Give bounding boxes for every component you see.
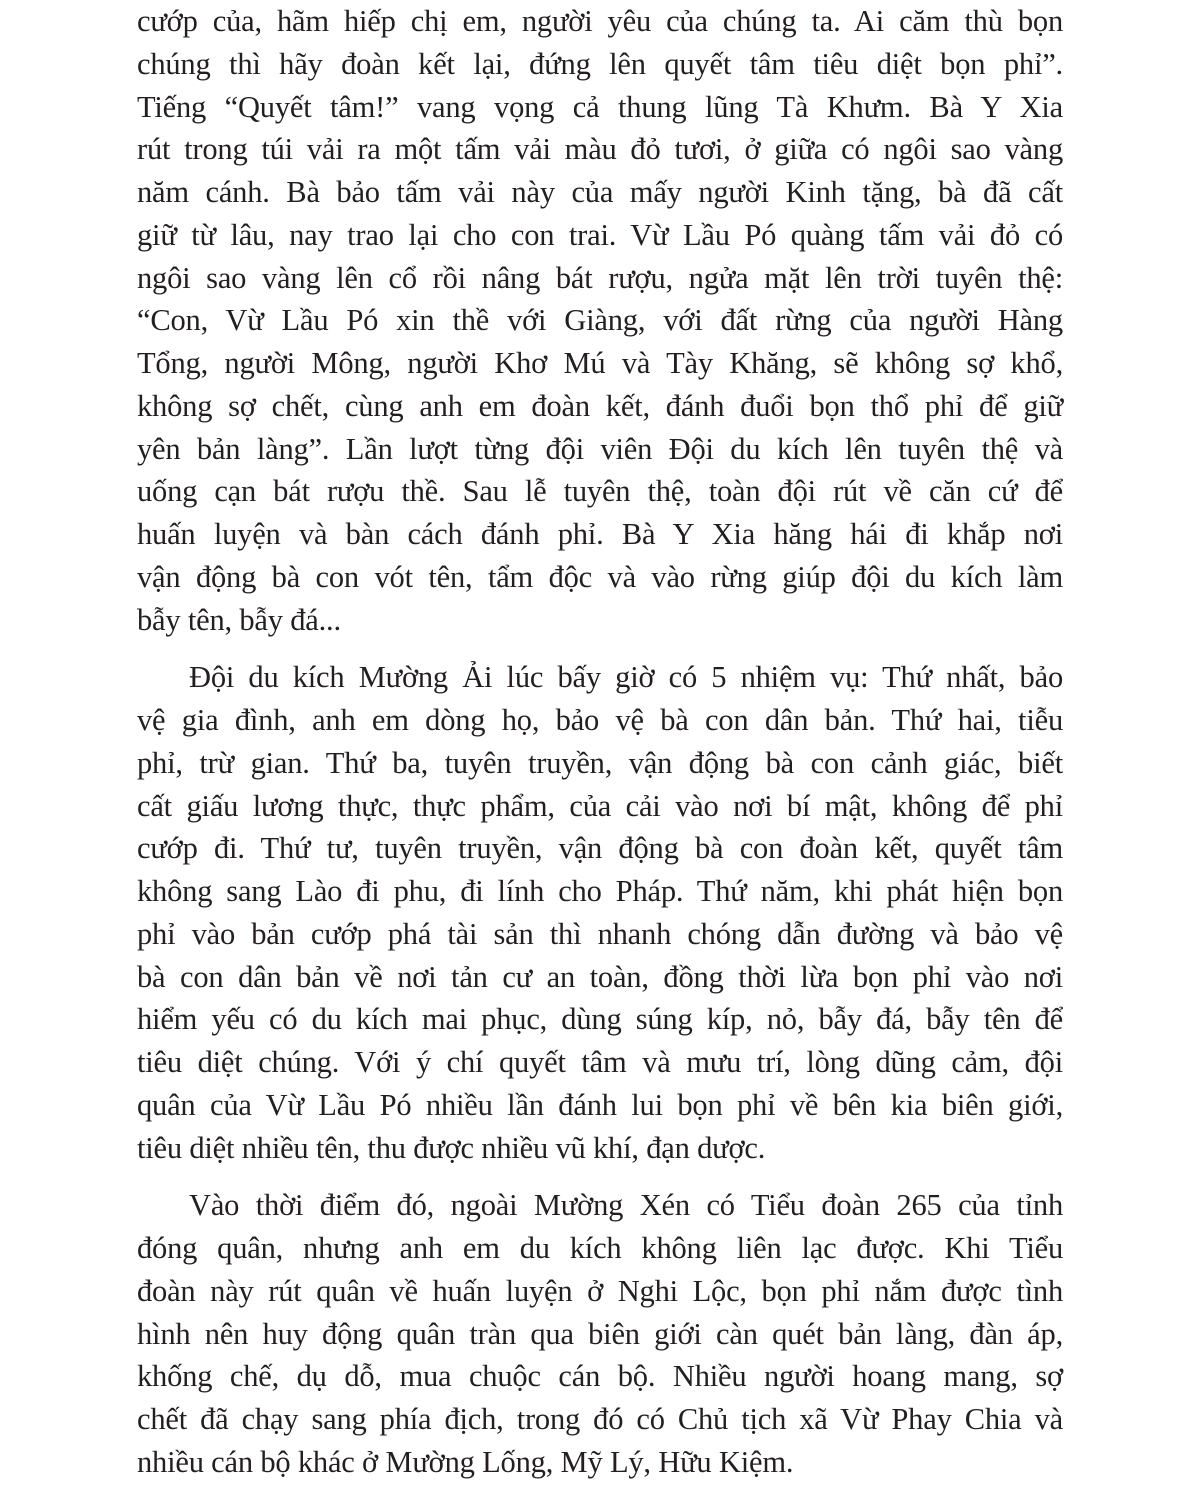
text-line: cướp của, hãm hiếp chị em, người yêu của chúng ta. Ai căm thù bọn: [137, 4, 1063, 38]
book-page: [137, 0, 1063, 1484]
text-line: tiêu diệt chúng. Với ý chí quyết tâm và mưu trí, lòng dũng cảm, đội: [137, 1045, 1063, 1079]
text-line: yên bản làng”. Lần lượt từng đội viên Đội du kích lên tuyên thệ và: [137, 431, 1063, 466]
text-line: Vào thời điểm đó, ngoài Mường Xén có Tiểu đoàn 265 của tỉnh: [189, 1188, 1063, 1223]
text-line: Tổng, người Mông, người Khơ Mú và Tày Khăng, sẽ không sợ khổ,: [137, 346, 1063, 380]
text-line: đoàn này rút quân về huấn luyện ở Nghi Lộc, bọn phỉ nắm được tình: [137, 1273, 1063, 1308]
text-line: năm cánh. Bà bảo tấm vải này của mấy người Kinh tặng, bà đã cất: [137, 175, 1063, 209]
text-line: vận động bà con vót tên, tẩm độc và vào rừng giúp đội du kích làm: [137, 559, 1063, 594]
text-line: không sang Lào đi phu, đi lính cho Pháp. Thứ năm, khi phát hiện bọn: [137, 874, 1063, 908]
paragraph-2: [137, 656, 1063, 1169]
text-line: phỉ vào bản cướp phá tài sản thì nhanh chóng dẫn đường và bảo vệ: [137, 916, 1063, 951]
text-line: Tiếng “Quyết tâm!” vang vọng cả thung lũng Tà Khưm. Bà Y Xia: [137, 89, 1063, 124]
text-line: hiểm yếu có du kích mai phục, dùng súng kíp, nỏ, bẫy đá, bẫy tên để: [137, 1002, 1063, 1037]
text-line: không sợ chết, cùng anh em đoàn kết, đánh đuổi bọn thổ phỉ để giữ: [137, 388, 1063, 423]
text-line: tiêu diệt nhiều tên, thu được nhiều vũ khí, đạn dược.: [137, 1130, 766, 1165]
text-line: phỉ, trừ gian. Thứ ba, tuyên truyền, vận động bà con cảnh giác, biết: [137, 745, 1063, 780]
text-line: ngôi sao vàng lên cổ rồi nâng bát rượu, ngửa mặt lên trời tuyên thệ:: [137, 260, 1063, 295]
text-line: “Con, Vừ Lầu Pó xin thề với Giàng, với đất rừng của người Hàng: [137, 303, 1063, 338]
text-line: bẫy tên, bẫy đá...: [137, 602, 341, 637]
paragraph-1: [137, 0, 1063, 641]
text-line: chết đã chạy sang phía địch, trong đó có Chủ tịch xã Vừ Phay Chia và: [137, 1402, 1063, 1436]
text-line: cướp đi. Thứ tư, tuyên truyền, vận động bà con đoàn kết, quyết tâm: [137, 831, 1063, 866]
text-line: cất giấu lương thực, thực phẩm, của cải vào nơi bí mật, không để phỉ: [137, 788, 1063, 823]
text-line: huấn luyện và bàn cách đánh phỉ. Bà Y Xia hăng hái đi khắp nơi: [137, 517, 1063, 551]
text-line: đóng quân, nhưng anh em du kích không liên lạc được. Khi Tiểu: [137, 1231, 1063, 1265]
text-line: quân của Vừ Lầu Pó nhiều lần đánh lui bọn phỉ về bên kia biên giới,: [137, 1087, 1063, 1122]
text-line: hình nên huy động quân tràn qua biên giới càn quét bản làng, đàn áp,: [137, 1316, 1063, 1351]
text-line: rút trong túi vải ra một tấm vải màu đỏ tươi, ở giữa có ngôi sao vàng: [137, 132, 1063, 167]
text-line: giữ từ lâu, nay trao lại cho con trai. Vừ Lầu Pó quàng tấm vải đỏ có: [137, 217, 1063, 252]
text-line: chúng thì hãy đoàn kết lại, đứng lên quyết tâm tiêu diệt bọn phỉ”.: [137, 46, 1063, 81]
text-line: bà con dân bản về nơi tản cư an toàn, đồng thời lừa bọn phỉ vào nơi: [137, 959, 1063, 994]
paragraph-3: [137, 1184, 1063, 1483]
text-line: uống cạn bát rượu thề. Sau lễ tuyên thệ, toàn đội rút về căn cứ để: [137, 474, 1063, 509]
text-line: nhiều cán bộ khác ở Mường Lống, Mỹ Lý, Hữu Kiệm.: [137, 1444, 794, 1479]
text-line: Đội du kích Mường Ải lúc bấy giờ có 5 nhiệm vụ: Thứ nhất, bảo: [189, 660, 1063, 695]
text-line: khống chế, dụ dỗ, mua chuộc cán bộ. Nhiều người hoang mang, sợ: [137, 1359, 1063, 1394]
text-line: vệ gia đình, anh em dòng họ, bảo vệ bà con dân bản. Thứ hai, tiễu: [137, 703, 1063, 737]
